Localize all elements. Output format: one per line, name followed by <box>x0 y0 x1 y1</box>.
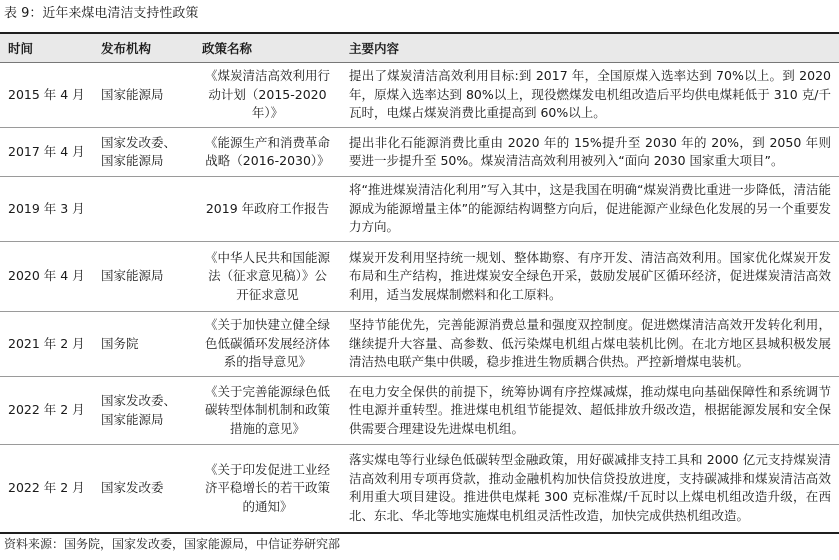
cell-time: 2020 年 4 月 <box>0 242 93 312</box>
cell-policy: 《关于印发促进工业经济平稳增长的若干政策的通知》 <box>194 445 341 533</box>
source-note: 资料来源：国务院，国家发改委，国家能源局，中信证券研究部 <box>4 537 341 551</box>
cell-policy: 《煤炭清洁高效利用行动计划（2015-2020年）》 <box>194 63 341 128</box>
cell-time: 2017 年 4 月 <box>0 128 93 177</box>
cell-time: 2019 年 3 月 <box>0 177 93 242</box>
cell-time: 2015 年 4 月 <box>0 63 93 128</box>
table-header-row <box>0 33 839 63</box>
table-row <box>0 312 839 377</box>
cell-agency: 国家能源局 <box>93 242 194 312</box>
cell-agency: 国家发改委、国家能源局 <box>93 377 194 445</box>
cell-agency: 国家发改委 <box>93 445 194 533</box>
table-row <box>0 177 839 242</box>
cell-policy: 《关于加快建立健全绿色低碳循环发展经济体系的指导意见》 <box>194 312 341 377</box>
cell-policy: 《中华人民共和国能源法（征求意见稿）》公开征求意见 <box>194 242 341 312</box>
table-row <box>0 445 839 533</box>
table-row <box>0 242 839 312</box>
cell-policy: 《关于完善能源绿色低碳转型体制机制和政策措施的意见》 <box>194 377 341 445</box>
cell-time: 2022 年 2 月 <box>0 377 93 445</box>
cell-agency: 国家能源局 <box>93 63 194 128</box>
cell-agency <box>93 177 194 242</box>
cell-content: 将“推进煤炭清洁化利用”写入其中，这是我国在明确“煤炭消费比重进一步降低，清洁能源成为能源增量主体”的能源结构调整方向后，促进能源产业绿色化发展的另一个重要发力方向。 <box>341 177 839 242</box>
cell-content: 坚持节能优先，完善能源消费总量和强度双控制度。促进燃煤清洁高效开发转化利用，继续提升大容量、高参数、低污染煤电机组占煤电装机比例。在北方地区县城积极发展清洁热电联产集中供暖，稳步推进生物质耦合供热。严控新增煤电装机。 <box>341 312 839 377</box>
table-row <box>0 128 839 177</box>
cell-agency: 国务院 <box>93 312 194 377</box>
table-row <box>0 63 839 128</box>
table-row <box>0 377 839 445</box>
cell-time: 2021 年 2 月 <box>0 312 93 377</box>
table-caption: 表 9：近年来煤电清洁支持性政策 <box>4 6 199 21</box>
cell-policy: 《能源生产和消费革命战略（2016-2030）》 <box>194 128 341 177</box>
header-agency: 发布机构 <box>93 33 194 63</box>
cell-content: 落实煤电等行业绿色低碳转型金融政策，用好碳减排支持工具和 2000 亿元支持煤炭清洁高效利用专项再贷款，推动金融机构加快信贷投放进度，支持碳减排和煤炭清洁高效利用重大项目建设。推进供电煤耗 300 克标准煤/千瓦时以上煤电机组改造升级，在西北、东北、华北等地实施煤电机组灵活性改造，加快完成供热机组改造。 <box>341 445 839 533</box>
cell-time: 2022 年 2 月 <box>0 445 93 533</box>
cell-policy: 2019 年政府工作报告 <box>194 177 341 242</box>
cell-content: 提出非化石能源消费比重由 2020 年的 15%提升至 2030 年的 20%，到 2050 年则要进一步提升至 50%。煤炭清洁高效利用被列入“面向 2030 国家重大项目”。 <box>341 128 839 177</box>
cell-content: 在电力安全保供的前提下，统筹协调有序控煤减煤，推动煤电向基础保障性和系统调节性电源并重转型。推进煤电机组节能提效、超低排放升级改造，根据能源发展和安全保供需要合理建设先进煤电机组。 <box>341 377 839 445</box>
header-policy: 政策名称 <box>194 33 341 63</box>
cell-agency: 国家发改委、国家能源局 <box>93 128 194 177</box>
header-content: 主要内容 <box>341 33 839 63</box>
cell-content: 提出了煤炭清洁高效利用目标:到 2017 年，全国原煤入选率达到 70%以上。到 2020 年，原煤入选率达到 80%以上，现役燃煤发电机组改造后平均供电煤耗低于 310 克/千瓦时，电煤占煤炭消费比重提高到 60%以上。 <box>341 63 839 128</box>
policy-table <box>0 32 839 534</box>
cell-content: 煤炭开发利用坚持统一规划、整体勘察、有序开发、清洁高效利用。国家优化煤炭开发布局和生产结构，推进煤炭安全绿色开采，鼓励发展矿区循环经济，促进煤炭清洁高效利用，适当发展煤制燃料和化工原料。 <box>341 242 839 312</box>
header-time: 时间 <box>0 33 93 63</box>
